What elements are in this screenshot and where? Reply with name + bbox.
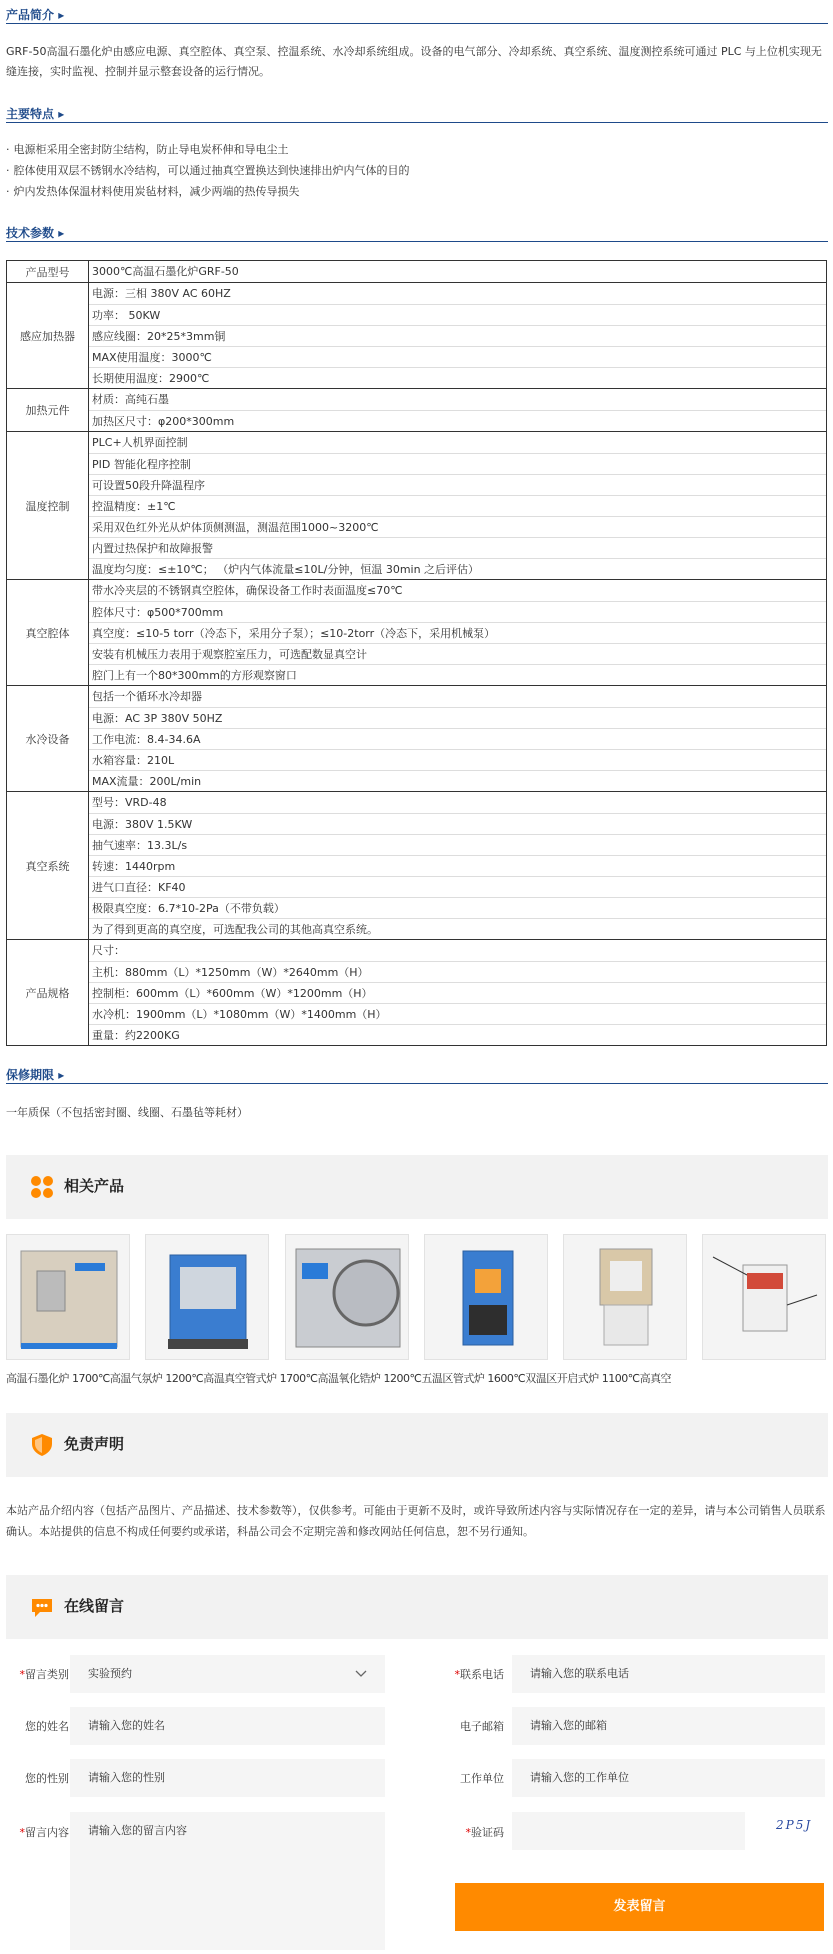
spec-key: 真空腔体 — [7, 580, 89, 686]
intro-title: 产品简介 ▸ — [6, 6, 64, 23]
gender-field[interactable]: 请输入您的性别 — [70, 1759, 385, 1797]
captcha-label: *验证码 — [465, 1826, 504, 1839]
spec-key: 水冷设备 — [7, 686, 89, 792]
furnace-image-icon — [146, 1235, 270, 1361]
intro-text: GRF-50高温石墨化炉由感应电源、真空腔体、真空泵、控温系统、水冷却系统组成。设备的电气部分、冷却系统、真空系统、温度测控系统可通过 PLC 与上位机实现无缝连接，实时监视、控制并显示整套设备的运行情况。 — [6, 45, 822, 78]
spec-key: 温度控制 — [7, 432, 89, 580]
name-label: 您的姓名 — [25, 1720, 69, 1733]
spec-value — [89, 940, 827, 1046]
spec-line: 功率： 50KW — [89, 304, 826, 325]
spec-line: MAX流量：200L/min — [89, 770, 826, 791]
product-thumb[interactable] — [563, 1234, 687, 1360]
spec-line: 长期使用温度：2900℃ — [89, 367, 826, 388]
spec-line: 抽气速率：13.3L/s — [89, 834, 826, 855]
spec-line: 可设置50段升降温程序 — [89, 474, 826, 495]
spec-line: 腔门上有一个80*300mm的方形观察窗口 — [89, 664, 826, 685]
spec-line: 真空度：≤10-5 torr（冷态下，采用分子泵）；≤10-2torr（冷态下，采用机械泵） — [89, 622, 826, 643]
spec-value — [89, 389, 827, 432]
warranty-title: 保修期限 ▸ — [6, 1066, 64, 1083]
table-row — [7, 283, 827, 389]
product-thumb[interactable] — [285, 1234, 409, 1360]
spec-line: 内置过热保护和故障报警 — [89, 537, 826, 558]
message-textarea[interactable]: 请输入您的留言内容 — [70, 1812, 385, 1950]
intro-header — [6, 4, 828, 24]
spec-line: 型号：VRD-48 — [92, 796, 167, 809]
spec-line: PID 智能化程序控制 — [89, 453, 826, 474]
spec-line: 水箱容量：210L — [89, 749, 826, 770]
disclaimer-text: 本站产品介绍内容（包括产品图片、产品描述、技术参数等），仅供参考。可能由于更新不及时，或许导致所述内容与实际情况存在一定的差异，请与本公司销售人员联系确认。本站提供的信息不构成任何要约或承诺，科晶公司会不定期完善和修改网站任何信息，恕不另行通知。 — [6, 1504, 826, 1538]
spec-line: 控制柜：600mm（L）*600mm（W）*1200mm（H） — [89, 982, 826, 1003]
message-title: 在线留言 — [64, 1597, 125, 1615]
spec-line: 感应线圈：20*25*3mm铜 — [89, 325, 826, 346]
spec-line: 加热区尺寸：φ200*300mm — [89, 410, 826, 431]
spec-value — [89, 283, 827, 389]
type-label: *留言类别 — [19, 1668, 69, 1681]
spec-key: 产品型号 — [7, 261, 89, 283]
furnace-image-icon — [564, 1235, 688, 1361]
phone-field[interactable]: 请输入您的联系电话 — [512, 1655, 825, 1693]
spec-value — [89, 261, 827, 283]
email-label: 电子邮箱 — [460, 1720, 504, 1733]
spec-line: 材质：高纯石墨 — [92, 393, 169, 406]
spec-line: 重量：约2200KG — [89, 1024, 826, 1045]
spec-line: 尺寸： — [92, 944, 125, 957]
product-thumb[interactable] — [145, 1234, 269, 1360]
feature-item: · 炉内发热体保温材料使用炭毡材料，减少两端的热传导损失 — [6, 184, 806, 200]
gender-label: 您的性别 — [25, 1772, 69, 1785]
spec-line: 为了得到更高的真空度，可选配我公司的其他高真空系统。 — [89, 918, 826, 939]
spec-line: 采用双色红外光从炉体顶侧测温，测温范围1000~3200℃ — [89, 516, 826, 537]
spec-line: 转速：1440rpm — [89, 855, 826, 876]
spec-key: 加热元件 — [7, 389, 89, 432]
spec-line: 3000℃高温石墨化炉GRF-50 — [92, 265, 239, 278]
spec-line: 工作电流：8.4-34.6A — [89, 728, 826, 749]
feature-item: · 腔体使用双层不锈钢水冷结构，可以通过抽真空置换达到快速排出炉内气体的目的 — [6, 163, 806, 179]
spec-line: 带水冷夹层的不锈钢真空腔体，确保设备工作时表面温度≤70℃ — [92, 584, 403, 597]
features-header — [6, 103, 828, 123]
phone-label: *联系电话 — [454, 1668, 504, 1681]
table-row — [7, 389, 827, 432]
table-row — [7, 686, 827, 792]
related-names[interactable]: 高温石墨化炉 1700℃高温气氛炉 1200℃高温真空管式炉 1700℃高温氧化锆炉 1200℃五温区管式炉 1600℃双温区开启式炉 1100℃高真空 — [6, 1372, 672, 1384]
company-field[interactable]: 请输入您的工作单位 — [512, 1759, 825, 1797]
spec-key: 真空系统 — [7, 792, 89, 940]
type-value: 实验预约 — [88, 1667, 132, 1680]
spec-line: 控温精度：±1℃ — [89, 495, 826, 516]
features-title: 主要特点 ▸ — [6, 105, 64, 122]
spec-line: 电源：380V 1.5KW — [89, 813, 826, 834]
company-label: 工作单位 — [460, 1772, 504, 1785]
table-row — [7, 580, 827, 686]
spec-line: 电源：三相 380V AC 60HZ — [92, 287, 231, 300]
diagram-image-icon — [703, 1235, 827, 1361]
grid-icon — [30, 1175, 54, 1199]
spec-value — [89, 686, 827, 792]
message-panel — [6, 1575, 828, 1639]
disclaimer-panel — [6, 1413, 828, 1477]
related-panel — [6, 1155, 828, 1219]
table-row — [7, 792, 827, 940]
spec-value — [89, 792, 827, 940]
spec-value — [89, 432, 827, 580]
chevron-down-icon — [355, 1669, 367, 1679]
feature-item: · 电源柜采用全密封防尘结构，防止导电炭杯伸和导电尘土 — [6, 142, 806, 158]
chat-icon — [30, 1595, 54, 1619]
captcha-field[interactable] — [512, 1812, 745, 1850]
shield-icon — [30, 1433, 54, 1457]
product-thumb[interactable] — [6, 1234, 130, 1360]
spec-line: PLC+人机界面控制 — [92, 436, 188, 449]
product-thumb[interactable] — [424, 1234, 548, 1360]
spec-table — [6, 260, 827, 1046]
spec-line: 腔体尺寸：φ500*700mm — [89, 601, 826, 622]
warranty-header — [6, 1064, 828, 1084]
table-row — [7, 432, 827, 580]
table-row — [7, 940, 827, 1046]
spec-line: 温度均匀度：≤±10℃； （炉内气体流量≤10L/分钟，恒温 30min 之后评估） — [89, 558, 826, 579]
spec-line: 进气口直径：KF40 — [89, 876, 826, 897]
spec-line: MAX使用温度：3000℃ — [89, 346, 826, 367]
captcha-image[interactable]: 2P5J — [776, 1818, 813, 1832]
warranty-text: 一年质保（不包括密封圈、线圈、石墨毡等耗材） — [6, 1106, 248, 1119]
spec-line: 电源：AC 3P 380V 50HZ — [89, 707, 826, 728]
spec-line: 水冷机：1900mm（L）*1080mm（W）*1400mm（H） — [89, 1003, 826, 1024]
spec-key: 感应加热器 — [7, 283, 89, 389]
submit-button[interactable]: 发表留言 — [455, 1883, 824, 1931]
specs-header — [6, 222, 828, 242]
furnace-image-icon — [7, 1235, 131, 1361]
furnace-image-icon — [425, 1235, 549, 1361]
furnace-image-icon — [286, 1235, 410, 1361]
spec-key: 产品规格 — [7, 940, 89, 1046]
specs-title: 技术参数 ▸ — [6, 224, 64, 241]
spec-line: 安装有机械压力表用于观察腔室压力，可选配数显真空计 — [89, 643, 826, 664]
email-field[interactable]: 请输入您的邮箱 — [512, 1707, 825, 1745]
type-select[interactable] — [70, 1655, 385, 1693]
product-thumb[interactable] — [702, 1234, 826, 1360]
spec-line: 极限真空度：6.7*10-2Pa（不带负载） — [89, 897, 826, 918]
name-field[interactable]: 请输入您的姓名 — [70, 1707, 385, 1745]
related-title: 相关产品 — [64, 1177, 125, 1195]
message-label: *留言内容 — [19, 1826, 69, 1839]
spec-value — [89, 580, 827, 686]
spec-line: 包括一个循环水冷却器 — [92, 690, 202, 703]
table-row — [7, 261, 827, 283]
disclaimer-title: 免责声明 — [64, 1435, 125, 1453]
spec-line: 主机：880mm（L）*1250mm（W）*2640mm（H） — [89, 961, 826, 982]
